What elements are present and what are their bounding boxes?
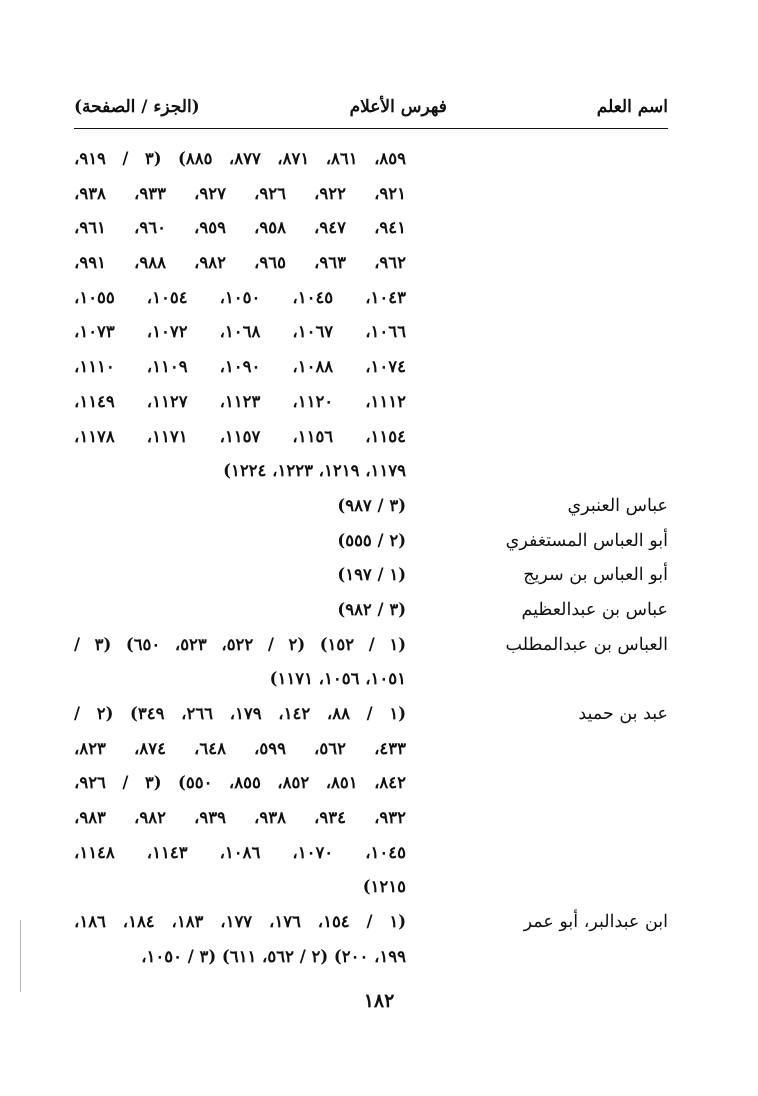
entry-reference-line: ١١٧٩، ١٢١٩، ١٢٢٣، ١٢٢٤) <box>223 461 406 481</box>
index-entry <box>74 628 668 697</box>
entry-reference-line: ٩٢١، ٩٢٢، ٩٢٦، ٩٢٧، ٩٣٣، ٩٣٨، <box>74 183 406 203</box>
entry-reference-line: (٣ / ٩٨٢) <box>337 599 406 619</box>
entry-reference-line: (١ / ١٥٤، ١٧٦، ١٧٧، ١٨٣، ١٨٤، ١٨٦، <box>74 912 407 932</box>
entry-reference-line: (٣ / ٩٨٧) <box>337 495 406 515</box>
entry-reference-line: ١٠٤٥، ١٠٧٠، ١٠٨٦، ١١٤٣، ١١٤٨، <box>74 842 406 862</box>
entry-reference-line: ٩٤١، ٩٤٧، ٩٥٨، ٩٥٩، ٩٦٠، ٩٦١، <box>74 218 406 238</box>
entry-reference-line: ١٢١٥) <box>362 877 406 897</box>
entry-name: أبو العباس بن سريج <box>523 565 668 586</box>
entry-name: العباس بن عبدالمطلب <box>505 634 668 655</box>
index-entry <box>74 489 668 524</box>
index-entry <box>74 524 668 559</box>
entry-name: أبو العباس المستغفري <box>505 530 668 551</box>
entry-reference-line: ١٠٥١، ١٠٥٦، ١١٧١) <box>269 669 406 689</box>
header-volume-page-label: (الجزء / الصفحة) <box>74 97 200 117</box>
page-header <box>74 90 668 124</box>
index-entry <box>74 593 668 628</box>
entry-name: ابن عبدالبر، أبو عمر <box>523 912 668 933</box>
entry-name: عباس بن عبدالعظيم <box>521 599 668 620</box>
entry-reference-line: ٩٦٢، ٩٦٣، ٩٦٥، ٩٨٢، ٩٨٨، ٩٩١، <box>74 253 406 273</box>
index-entry <box>74 558 668 593</box>
index-entry <box>74 905 668 974</box>
entry-reference-line: ٤٣٣، ٥٦٢، ٥٩٩، ٦٤٨، ٨٧٤، ٨٢٣، <box>74 738 406 758</box>
scan-edge-mark <box>20 920 21 992</box>
entry-reference-line: (١ / ٨٨، ١٤٢، ١٧٩، ٢٦٦، ٣٤٩) (٢ / <box>74 704 407 723</box>
entry-reference-line: (٢ / ٥٥٥) <box>337 530 406 550</box>
header-title: فهرس الأعلام <box>349 97 447 117</box>
entry-reference-line: ١٠٧٤، ١٠٨٨، ١٠٩٠، ١١٠٩، ١١١٠، <box>74 357 406 377</box>
entry-reference-line: ١١٥٤، ١١٥٦، ١١٥٧، ١١٧١، ١١٧٨، <box>74 426 406 446</box>
page-number: ١٨٢ <box>363 990 395 1012</box>
entry-name: عبد بن حميد <box>578 704 668 724</box>
entry-reference-line: (١ / ١٥٢) (٢ / ٥٢٢، ٥٢٣، ٦٥٠) (٣ / <box>74 634 407 654</box>
header-name-column-label: اسم العلم <box>596 97 668 117</box>
index-entry <box>74 697 668 905</box>
index-entry <box>74 142 668 489</box>
entry-reference-line: (١ / ١٩٧) <box>337 565 406 585</box>
entry-reference-line: ١١١٢، ١١٢٠، ١١٢٣، ١١٢٧، ١١٤٩، <box>74 391 406 411</box>
header-divider <box>74 128 668 129</box>
entry-reference-line: ٨٤٢، ٨٥١، ٨٥٢، ٨٥٥، ٥٥٠) (٣ / ٩٢٦، <box>74 773 407 793</box>
index-entries <box>74 142 668 975</box>
entry-reference-line: ١٠٦٦، ١٠٦٧، ١٠٦٨، ١٠٧٢، ١٠٧٣، <box>74 322 406 342</box>
entry-reference-line: ١٩٩، ٢٠٠) (٢ / ٥٦٢، ٦١١) (٣ / ١٠٥٠، <box>141 946 406 966</box>
entry-reference-line: ١٠٤٣، ١٠٤٥، ١٠٥٠، ١٠٥٤، ١٠٥٥، <box>74 287 406 307</box>
entry-name: عباس العنبري <box>567 495 668 516</box>
entry-reference-line: ٨٥٩، ٨٦١، ٨٧١، ٨٧٧، ٨٨٥) (٣ / ٩١٩، <box>74 149 407 168</box>
entry-reference-line: ٩٣٢، ٩٣٤، ٩٣٨، ٩٣٩، ٩٨٢، ٩٨٣، <box>74 808 406 828</box>
